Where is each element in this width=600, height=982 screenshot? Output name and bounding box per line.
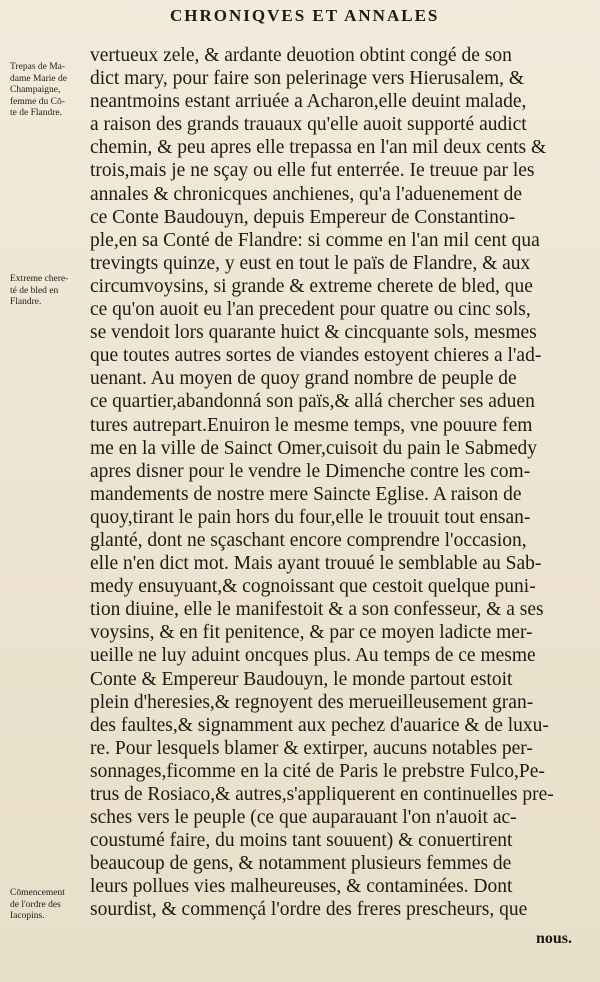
text-line: sourdist, & commençá l'ordre des freres prescheurs, que — [90, 899, 528, 921]
text-line: tion diuine, elle le manifestoit & a son confesseur, & a ses — [90, 599, 544, 621]
text-line: ce qu'on auoit eu l'an precedent pour quatre ou cinc sols, — [90, 299, 531, 321]
text-line: leurs pollues vies malheureuses, & contaminées. Dont — [90, 876, 513, 898]
marginal-note-jacobins — [10, 888, 94, 923]
text-line: ce quartier,abandonná son païs,& allá chercher ses aduen — [90, 391, 535, 413]
text-line: Conte & Empereur Baudouyn, le monde partout estoit — [90, 668, 513, 690]
text-line: vertueux zele, & ardante deuotion obtint congé de son — [90, 45, 512, 66]
text-line: sches vers le peuple (ce que auparauant l'on n'auoit ac- — [90, 807, 517, 829]
text-line: glanté, dont ne sçaschant encore comprendre l'occasion, — [90, 529, 527, 551]
text-line: dict mary, pour faire son pelerinage vers Hierusalem, & — [90, 68, 525, 90]
text-line: trus de Rosiaco,& autres,s'appliquerent en continuelles pre- — [90, 784, 554, 805]
text-line: sonnages,ficomme en la cité de Paris le prebstre Fulco,Pe- — [90, 760, 545, 782]
text-line: neantmoins estant arriuée a Acharon,elle deuint malade, — [90, 91, 527, 113]
text-line: a raison des grands trauaux qu'elle auoit supporté audict — [90, 114, 527, 136]
text-line: quoy,tirant le pain hors du four,elle le trouuit tout ensan- — [90, 506, 531, 528]
text-line: elle n'en dict mot. Mais ayant trouué le semblable au Sab- — [90, 553, 542, 575]
marginal-line: te de Flandre. — [10, 108, 62, 118]
text-line: tures autrepart.Enuiron le mesme temps, vne pouure fem — [90, 414, 533, 436]
marginal-note-famine — [10, 274, 94, 309]
marginal-line: Iacopins. — [10, 911, 45, 921]
text-line: re. Pour lesquels blamer & extirper, aucuns notables per- — [90, 737, 533, 759]
text-line: des faultes,& signamment aux pechez d'auarice & de luxu- — [90, 714, 549, 736]
marginal-line: Champaigne, — [10, 85, 61, 95]
marginal-line: de l'ordre des — [10, 899, 61, 910]
text-line: trevingts quinze, y eust en tout le païs de Flandre, & aux — [90, 252, 531, 274]
main-text-block — [90, 44, 568, 922]
marginal-line: Extreme chere- — [10, 274, 69, 284]
text-line: beaucoup de gens, & notamment plusieurs femmes de — [90, 853, 512, 875]
text-line: plein d'heresies,& regnoyent des merueilleusement gran- — [90, 691, 534, 713]
text-line: ueille ne luy aduint oncques plus. Au temps de ce mesme — [90, 645, 536, 667]
text-line: uenant. Au moyen de quoy grand nombre de peuple de — [90, 368, 517, 390]
text-line: trois,mais je ne sçay ou elle fut enterrée. Ie treuue par les — [90, 160, 535, 182]
text-line: coustumé faire, du moins tant souuent) & conuertirent — [90, 830, 513, 852]
marginal-line: té de bled en — [10, 285, 59, 296]
text-line: apres disner pour le vendre le Dimenche contre les com- — [90, 460, 531, 482]
text-line: se vendoit lors quarante huict & cincquante sols, mesmes — [90, 322, 537, 344]
text-line: voysins, & en fit penitence, & par ce moyen ladicte mer- — [90, 622, 533, 644]
running-head: CHRONIQVES ET ANNALES — [170, 6, 440, 25]
text-line: me en la ville de Sainct Omer,cuisoit du pain le Sabmedy — [90, 437, 538, 459]
marginal-line: femme du Cō- — [10, 96, 65, 107]
marginal-line: Trepas de Ma- — [10, 62, 66, 72]
text-line: ple,en sa Conté de Flandre: si comme en l'an mil cent qua — [90, 229, 540, 251]
text-line: circumvoysins, si grande & extreme cherete de bled, que — [90, 275, 533, 297]
text-line: mandements de nostre mere Saincte Eglise. A raison de — [90, 483, 522, 505]
text-line: annales & chronicques anchienes, qu'a l'aduenement de — [90, 183, 523, 205]
catchword: nous. — [536, 930, 573, 947]
text-line: chemin, & peu apres elle trepassa en l'an mil deux cents & — [90, 137, 547, 159]
marginal-note-death-marie — [10, 62, 94, 120]
text-line: medy ensuyuant,& cognoissant que cestoit quelque puni- — [90, 576, 536, 598]
marginal-line: Flandre. — [10, 297, 42, 307]
marginal-line: dame Marie de — [10, 73, 67, 84]
text-line: ce Conte Baudouyn, depuis Empereur de Constantino- — [90, 206, 516, 228]
marginal-line: Cōmencement — [10, 888, 65, 898]
text-line: que toutes autres sortes de viandes estoyent chieres a l'ad- — [90, 345, 542, 367]
